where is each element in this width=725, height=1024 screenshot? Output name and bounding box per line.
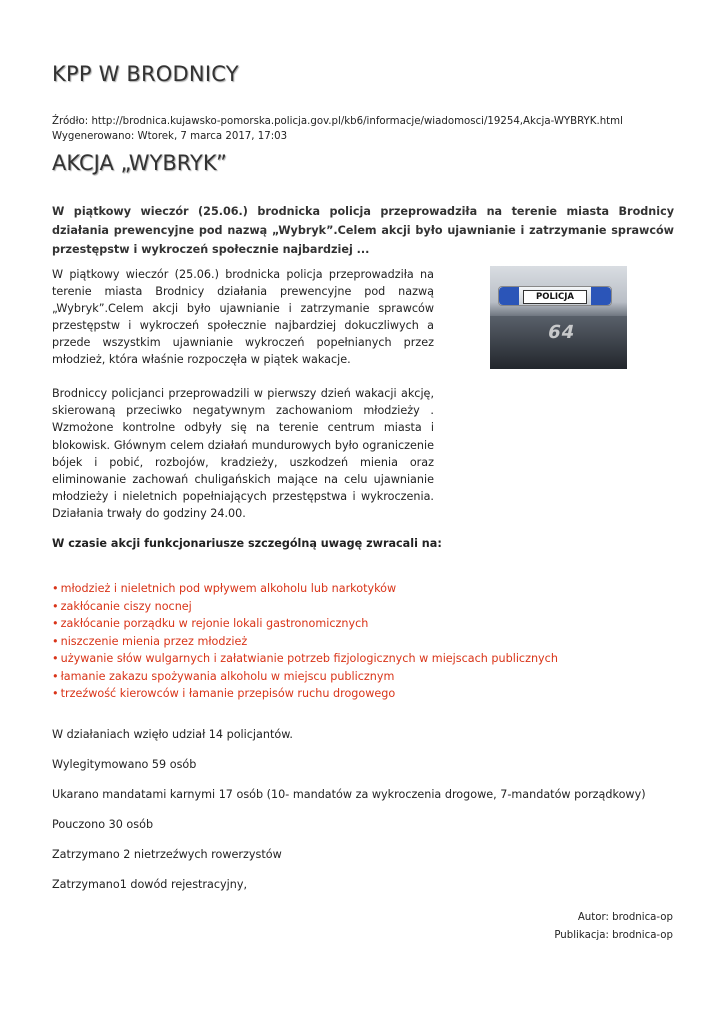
bullet-icon: • [52,669,59,683]
publication-label: Publikacja: brodnica-op [554,930,673,941]
bullet-icon: • [52,687,59,700]
bullet-icon: • [52,634,59,648]
author-label: Autor: brodnica-op [577,912,673,923]
list-item: • łamanie zakazu spożywania alkoholu w miejscu publicznym [52,669,395,683]
fact-cyclists: Zatrzymano 2 nietrzeźwych rowerzystów [52,848,282,861]
fact-fines: Ukarano mandatami karnymi 17 osób (10- mandatów za wykroczenia drogowe, 7-mandatów porządkowy) [52,788,646,801]
list-heading: W czasie akcji funkcjonariusze szczególną uwagę zwracali na: [52,537,442,550]
site-title: KPP W BRODNICY [52,62,239,86]
source-url: Źródło: http://brodnica.kujawsko-pomorska.policja.gov.pl/kb6/informacje/wiadomosci/19254,Akcja-WYBRYK.html [52,116,623,127]
document-meta [52,114,623,144]
article-title: AKCJA „WYBRYK” [52,151,227,175]
blue-light-left [499,287,519,305]
bullet-icon: • [52,599,59,613]
focus-list [52,580,558,703]
generated-date: Wygenerowano: Wtorek, 7 marca 2017, 17:03 [52,131,288,142]
bullet-icon: • [52,652,59,665]
article-lead: W piątkowy wieczór (25.06.) brodnicka policja przeprowadziła na terenie miasta Brodnicy działania prewencyjne pod nazwą „Wybryk”.Celem akcji było ujawnianie i zatrzymanie sprawców przestępstw i wykroczeń społecznie najbardziej ... [52,205,674,256]
list-item: • zakłócanie ciszy nocnej [52,599,192,613]
fact-officers: W działaniach wzięło udział 14 policjantów. [52,728,293,741]
list-item: • zakłócanie porządku w rejonie lokali gastronomicznych [52,617,369,630]
fact-cautioned: Pouczono 30 osób [52,818,154,831]
fact-registration: Zatrzymano1 dowód rejestracyjny, [52,878,248,891]
article-paragraph-1: W piątkowy wieczór (25.06.) brodnicka policja przeprowadziła na terenie miasta Brodnicy działania prewencyjne pod nazwą „Wybryk”.Celem akcji było ujawnianie i zatrzymanie sprawców przestępstw i wykroczeń społecznie najbardziej dokuczliwych a przede wszystkim ujawnianie wykroczeń popełnianych przez młodzież, która właśnie rozpoczęła w piątek wakacje. [52,268,434,366]
list-item: • młodzież i nieletnich pod wpływem alkoholu lub narkotyków [52,582,397,595]
police-sign: POLICJA [523,290,587,304]
bullet-icon: • [52,582,59,595]
list-item: • trzeźwość kierowców i łamanie przepisów ruchu drogowego [52,687,396,700]
bullet-icon: • [52,617,59,630]
police-car-photo [490,266,627,369]
car-number: 64 [545,322,578,343]
list-item: • używanie słów wulgarnych i załatwianie potrzeb fizjologicznych w miejscach publicznych [52,652,558,665]
list-item: • niszczenie mienia przez młodzież [52,634,248,648]
light-bar [498,286,612,306]
article-paragraph-2: Brodniccy policjanci przeprowadzili w pierwszy dzień wakacji akcję, skierowaną przeciwko negatywnym zachowaniom młodzieży . Wzmożone kontrolne odbyły się na terenie centrum miasta i blokowisk. Głównym celem działań mundurowych było ograniczenie bójek i pobić, rozbojów, kradzieży, uszkodzeń mienia oraz eliminowanie zachowań chuligańskich mające na celu ujawnianie młodzieży i nieletnich popełniających przestępstwa i wykroczenia. Działania trwały do godziny 24.00. [52,387,434,521]
blue-light-right [591,287,611,305]
fact-identified: Wylegitymowano 59 osób [52,758,197,771]
